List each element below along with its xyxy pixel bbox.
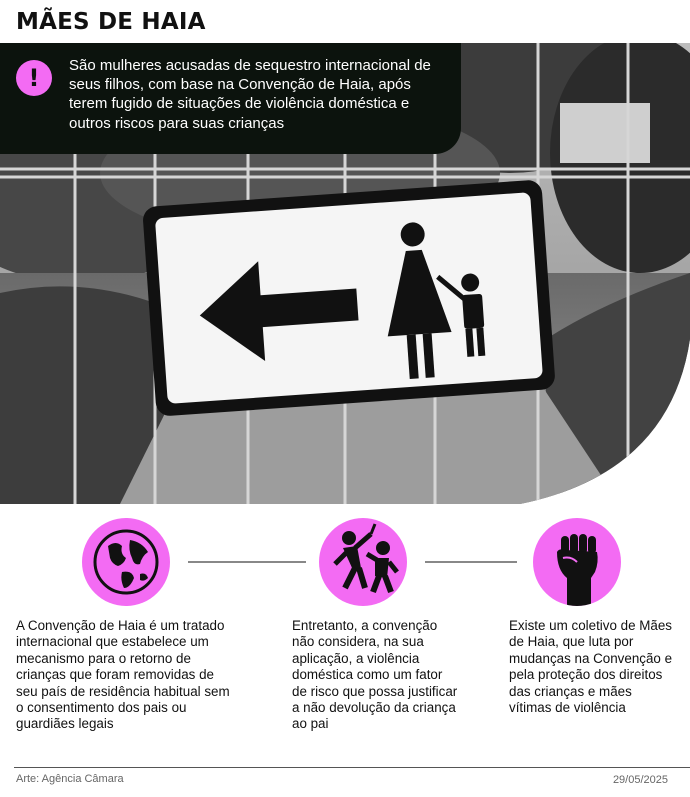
exclamation-icon: ! [16, 60, 52, 96]
connector-line-1 [188, 561, 306, 563]
globe-icon [82, 518, 170, 606]
intro-text: São mulheres acusadas de sequestro internacional de seus filhos, com base na Convenção de Haia, após terem fugido de situações de violência doméstica e outros riscos para suas crianças [69, 57, 431, 132]
page-title: MÃES DE HAIA [16, 9, 206, 35]
column-text-convention: A Convenção de Haia é um tratado internacional que estabelece um mecanismo para o retorno de crianças que foram removidas de seu país de residência habitual sem o consentimento dos pais ou guardiães legais [16, 618, 230, 732]
column-text-collective: Existe um coletivo de Mães de Haia, que luta por mudanças na Convenção e pela proteção dos direitos das crianças e mães vítimas de violência [509, 618, 673, 716]
footer-divider [14, 767, 690, 768]
violence-icon [319, 518, 407, 606]
credit-text: Arte: Agência Câmara [16, 773, 124, 785]
connector-line-2 [425, 561, 517, 563]
raised-fist-icon [533, 518, 621, 606]
date-text: 29/05/2025 [612, 774, 668, 786]
intro-box [0, 43, 461, 154]
column-text-violence: Entretanto, a convenção não considera, na sua aplicação, a violência doméstica como um fator de risco que possa justificar a não devolução da criança ao pai [292, 618, 458, 732]
